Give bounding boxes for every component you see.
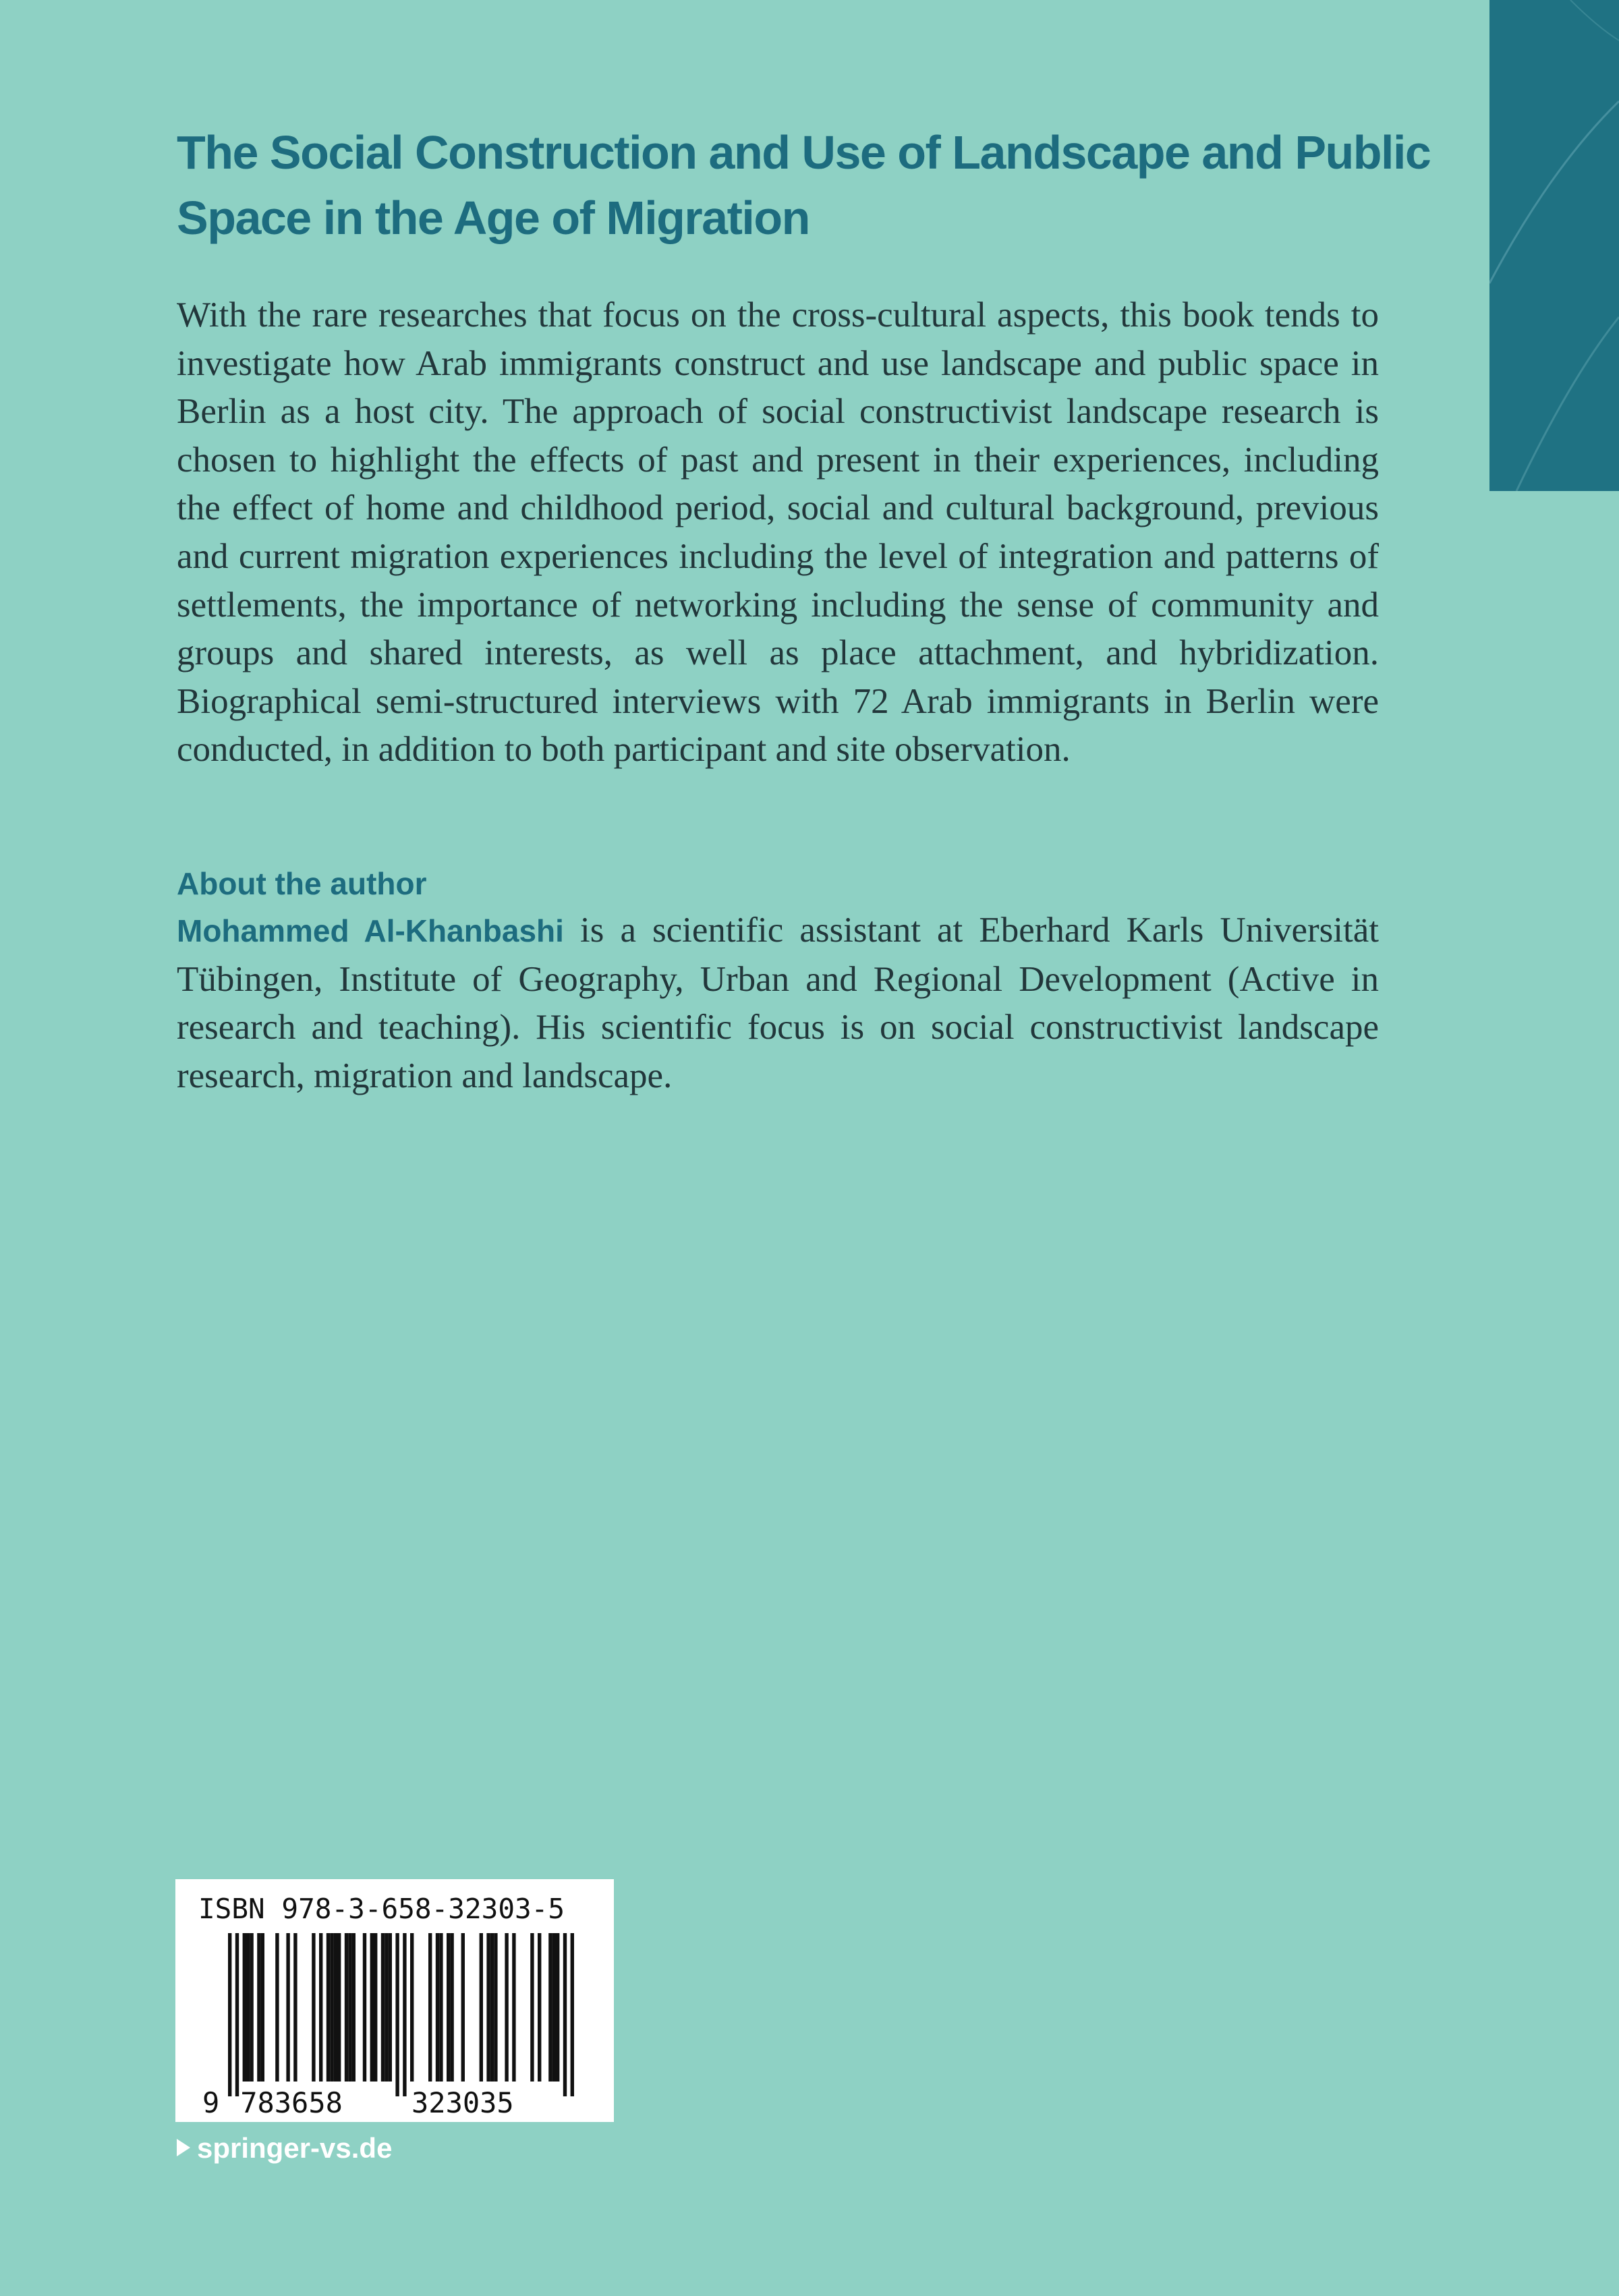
barcode-bar <box>235 1933 239 2096</box>
barcode-bar <box>450 1933 453 2082</box>
barcode-bar <box>275 1933 279 2082</box>
barcode-bar <box>480 1933 483 2082</box>
barcode-bar <box>334 1933 337 2082</box>
barcode-bar <box>246 1933 250 2082</box>
barcode-bar <box>548 1933 552 2082</box>
barcode-bar <box>250 1933 253 2082</box>
barcode-bar <box>348 1933 351 2082</box>
barcode-bar <box>395 1933 399 2096</box>
arrow-right-icon <box>177 2139 190 2156</box>
barcode-bar <box>345 1933 348 2082</box>
barcode <box>175 1879 614 2122</box>
barcode-bar <box>490 1933 494 2082</box>
barcode-bar <box>389 1933 392 2082</box>
barcode-bar <box>461 1933 465 2082</box>
barcode-bar <box>352 1933 356 2082</box>
barcode-bar <box>319 1933 322 2082</box>
author-bio-text: is a scientific assistant at Eberhard Karls Universität Tübingen, Institute of Geography, Urban and Regional Development (Active in research and teaching). His scientific focus is on social constructivist landscape research, migration and landscape. <box>177 911 1379 1095</box>
barcode-bar <box>552 1933 556 2082</box>
book-description: With the rare researches that focus on the cross-cultural aspects, this book tends to investigate how Arab immigrants construct and use landscape and public space in Berlin as a host city. The approach of social constructivist landscape research is chosen to highlight the effects of past and present in their experiences, including the effect of home and childhood period, social and cultural background, previous and current migration experiences including the level of integration and patterns of settlements, the importance of networking including the sense of community and groups and shared interests, as well as place attachment, and hybridization. Biographical semi-structured interviews with 72 Arab immigrants in Berlin were conducted, in addition to both participant and site observation. <box>177 295 1379 770</box>
barcode-bar <box>428 1933 432 2082</box>
author-name: Mohammed Al-Khanbashi <box>177 913 564 948</box>
barcode-bar <box>439 1933 443 2082</box>
barcode-bar <box>370 1933 374 2082</box>
barcode-bar <box>337 1933 341 2082</box>
barcode-digits: 323035 <box>411 2086 514 2119</box>
spine-color-band <box>1489 0 1619 491</box>
barcode-bar <box>363 1933 366 2082</box>
barcode-bar <box>261 1933 264 2082</box>
barcode-bar <box>556 1933 559 2082</box>
barcode-bar <box>563 1933 567 2096</box>
decorative-curves <box>1489 0 1619 491</box>
barcode-bar <box>312 1933 315 2082</box>
publisher-website: springer-vs.de <box>197 2132 393 2164</box>
barcode-bar <box>538 1933 541 2082</box>
barcode-bar <box>530 1933 534 2082</box>
barcode-bar <box>257 1933 260 2082</box>
barcode-bar <box>243 1933 246 2082</box>
barcode-bar <box>505 1933 508 2082</box>
barcode-digits: 9 <box>202 2086 220 2119</box>
barcode-area <box>175 1879 614 2122</box>
about-author-heading: About the author <box>177 866 427 901</box>
barcode-bar <box>293 1933 297 2082</box>
isbn-label: ISBN 978-3-658-32303-5 <box>198 1893 565 1925</box>
barcode-bar <box>381 1933 385 2082</box>
barcode-bar <box>410 1933 414 2082</box>
barcode-bar <box>326 1933 330 2082</box>
barcode-bar <box>447 1933 450 2082</box>
author-bio <box>177 907 1379 1100</box>
barcode-digits: 783658 <box>240 2086 343 2119</box>
barcode-bar <box>436 1933 439 2082</box>
barcode-bar <box>385 1933 388 2082</box>
barcode-bar <box>228 1933 231 2096</box>
barcode-bar <box>374 1933 377 2082</box>
publisher-link[interactable] <box>177 2125 392 2172</box>
book-title: The Social Construction and Use of Landscape and Public Space in the Age of Migration <box>177 126 1431 244</box>
barcode-bar <box>286 1933 289 2082</box>
barcode-bar <box>571 1933 574 2096</box>
barcode-bar <box>403 1933 406 2096</box>
barcode-bar <box>494 1933 497 2082</box>
barcode-bar <box>486 1933 490 2082</box>
barcode-bar <box>330 1933 333 2082</box>
barcode-bar <box>512 1933 515 2082</box>
